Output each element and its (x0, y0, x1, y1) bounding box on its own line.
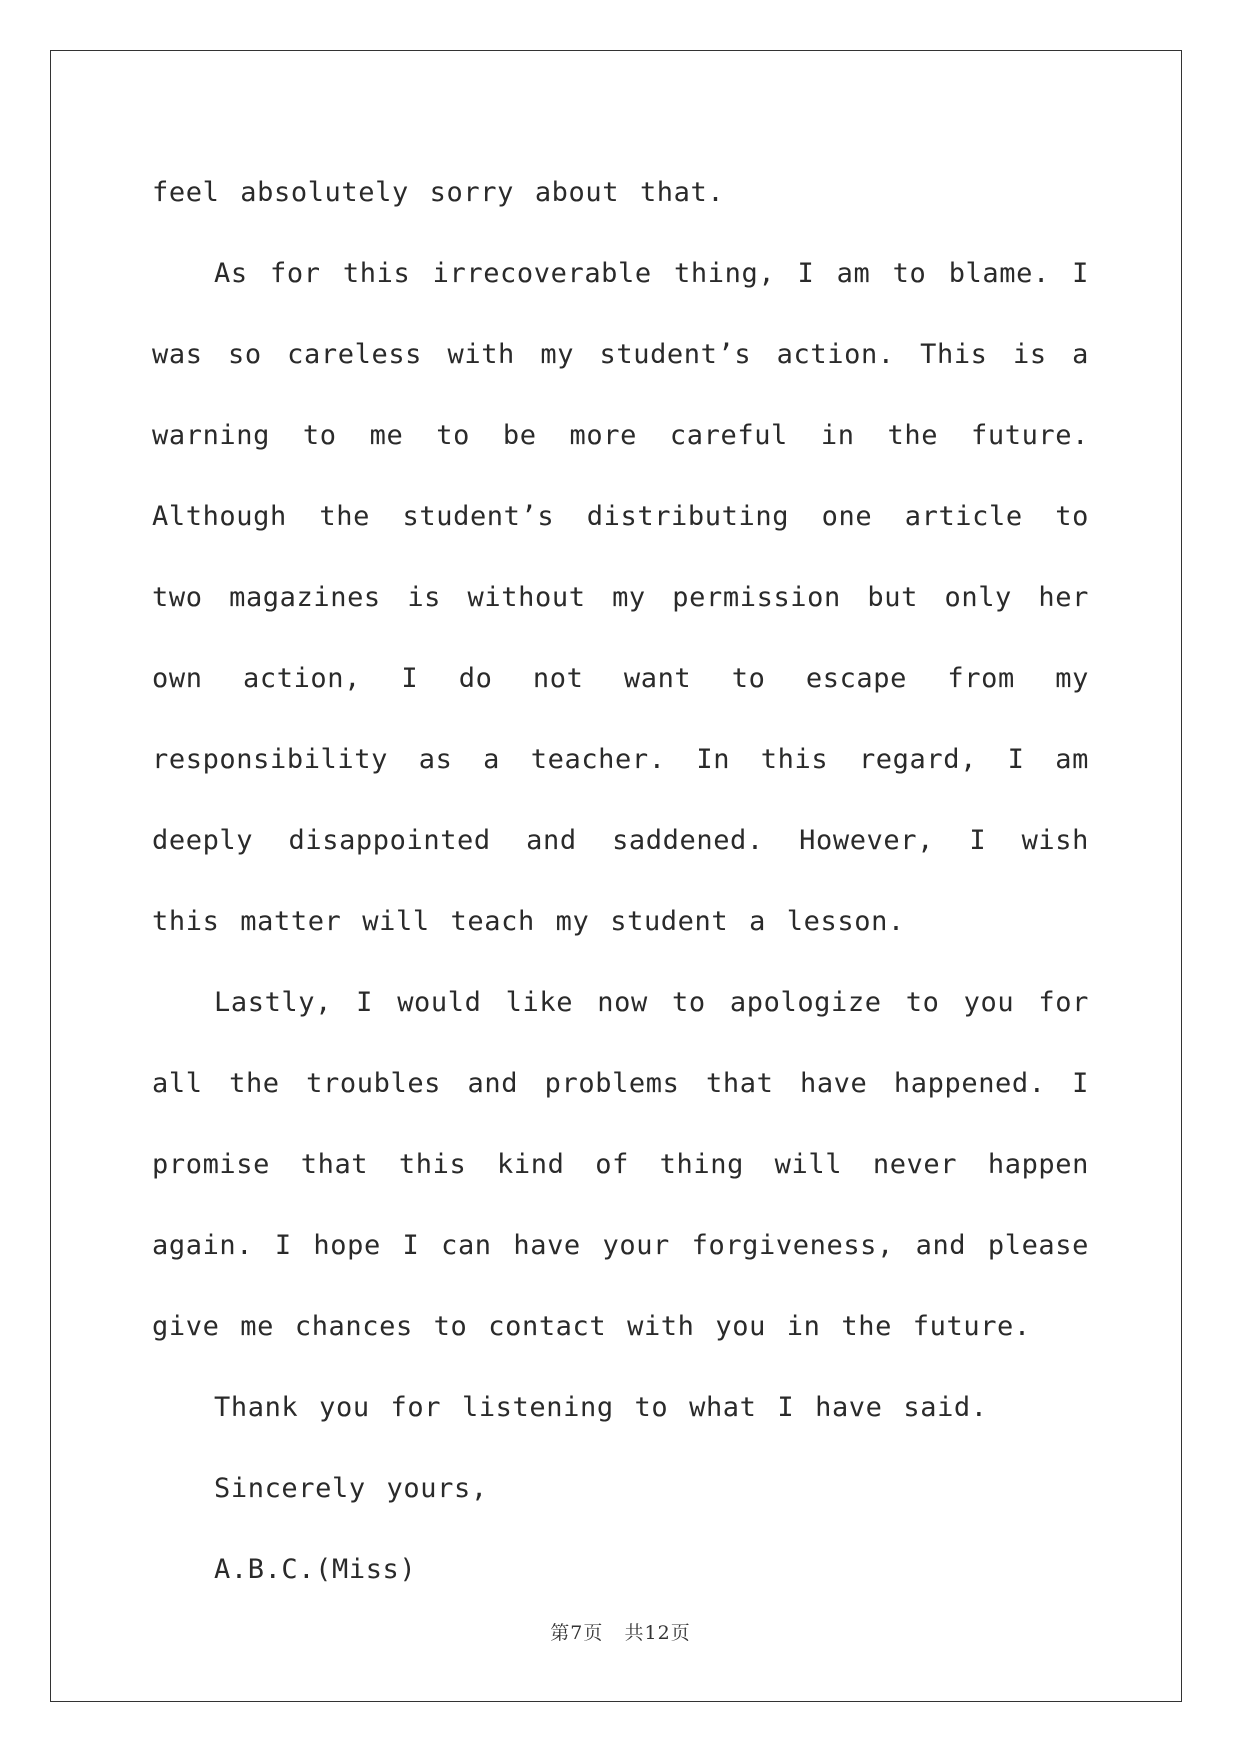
page-number: 第7页 (550, 1622, 604, 1644)
paragraph-blame: As for this irrecoverable thing, I am to blame. I was so careless with my student’s action. This is a warning to me to be more careful in the future. Although the student’s distributing one article to two magazines is without my permission but only her own action, I do not want to escape from my responsibility as a teacher. In this regard, I am deeply disappointed and saddened. However, I wish this matter will teach my student a lesson. (152, 258, 1089, 937)
paragraph-thanks: Thank you for listening to what I have said. (214, 1392, 988, 1423)
closing-salutation: Sincerely yours, (214, 1473, 488, 1504)
document-body (152, 152, 1089, 1610)
signature: A.B.C.(Miss) (214, 1554, 417, 1585)
page-footer (0, 1618, 1241, 1645)
page-total: 共12页 (624, 1622, 691, 1644)
paragraph-apology: Lastly, I would like now to apologize to you for all the troubles and problems that have happened. I promise that this kind of thing will never happen again. I hope I can have your forgiveness, and please give me chances to contact with you in the future. (152, 987, 1089, 1342)
paragraph-opening: feel absolutely sorry about that. (152, 177, 725, 208)
